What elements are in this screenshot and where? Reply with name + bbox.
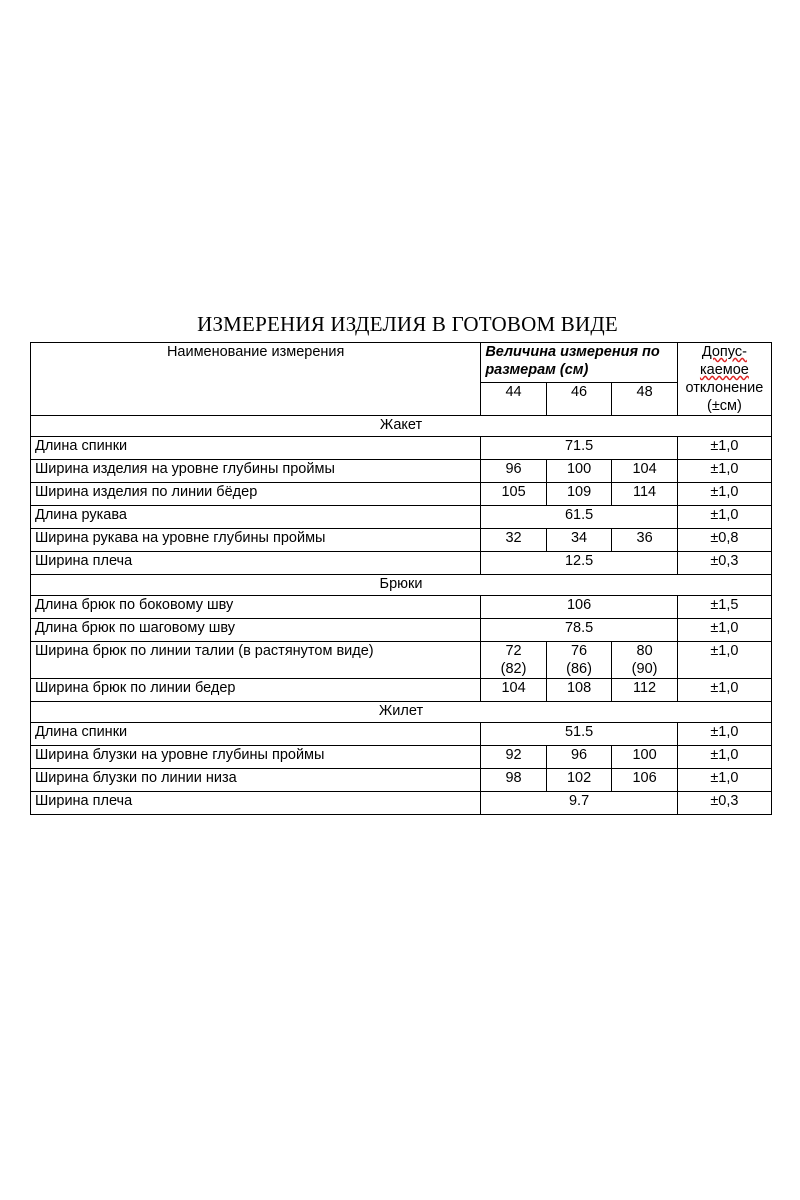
- size-header-cell: 48: [612, 383, 678, 416]
- measurement-row: [31, 792, 772, 815]
- header-size-value-cell: Величина измерения по размерам (см): [481, 343, 678, 383]
- value-main: 32: [505, 530, 522, 546]
- value-main: 98: [505, 770, 522, 786]
- measurement-value: [546, 769, 612, 792]
- tolerance-label-line2: каемое: [699, 362, 749, 378]
- value-main: 92: [505, 747, 522, 763]
- measurement-name: Ширина рукава на уровне глубины проймы: [31, 529, 481, 552]
- value-main: 34: [570, 530, 588, 546]
- measurement-value-all-sizes: 51.5: [481, 723, 678, 746]
- measurement-value-all-sizes: 61.5: [481, 506, 678, 529]
- section-header-row: [31, 702, 772, 723]
- measurement-value-all-sizes: 106: [481, 596, 678, 619]
- measurement-name: Длина спинки: [31, 723, 481, 746]
- size-header-cell: 46: [546, 383, 612, 416]
- measurement-value: [481, 746, 547, 769]
- measurement-value: [612, 483, 678, 506]
- measurement-row: [31, 437, 772, 460]
- measurement-name: Ширина брюк по линии талии (в растянутом виде): [31, 642, 481, 679]
- measurement-row: [31, 746, 772, 769]
- tolerance-label-line4: (±см): [706, 398, 742, 414]
- measurement-row: [31, 460, 772, 483]
- page-title: ИЗМЕРЕНИЯ ИЗДЕЛИЯ В ГОТОВОМ ВИДЕ: [197, 312, 618, 336]
- measurement-value: [481, 679, 547, 702]
- measurement-value: [546, 746, 612, 769]
- tolerance-label-line1: Допус-: [701, 344, 747, 360]
- measurement-value-all-sizes: 71.5: [481, 437, 678, 460]
- tolerance-value: ±1,0: [677, 642, 771, 679]
- value-stretched: (86): [566, 661, 592, 677]
- value-main: 112: [633, 680, 657, 696]
- value-stretched: (90): [631, 661, 658, 677]
- value-main: 96: [570, 747, 588, 763]
- measurement-value: [546, 460, 612, 483]
- measurement-name: Ширина брюк по линии бедер: [31, 679, 481, 702]
- section-title: Жакет: [31, 416, 772, 437]
- tolerance-value: ±1,0: [677, 746, 771, 769]
- measurement-value: [612, 460, 678, 483]
- value-main: 108: [566, 680, 592, 696]
- tolerance-value: ±0,3: [677, 792, 771, 815]
- measurement-name: Ширина плеча: [31, 552, 481, 575]
- measurement-name: Ширина блузки на уровне глубины проймы: [31, 746, 481, 769]
- header-row: [31, 343, 772, 383]
- measurement-value: [612, 769, 678, 792]
- measurement-value: [481, 642, 547, 679]
- tolerance-value: ±1,0: [677, 506, 771, 529]
- value-main: 100: [566, 461, 592, 477]
- measurements-table: [30, 342, 772, 815]
- measurement-name: Ширина изделия по линии бёдер: [31, 483, 481, 506]
- tolerance-value: ±1,0: [677, 460, 771, 483]
- measurement-row: [31, 723, 772, 746]
- measurement-row: [31, 619, 772, 642]
- value-main: 104: [501, 680, 526, 696]
- measurement-row: [31, 529, 772, 552]
- tolerance-value: ±1,5: [677, 596, 771, 619]
- measurement-name: Ширина блузки по линии низа: [31, 769, 481, 792]
- value-main: 114: [633, 484, 657, 500]
- measurement-value: [612, 679, 678, 702]
- measurement-name: Длина спинки: [31, 437, 481, 460]
- measurement-name: Длина брюк по боковому шву: [31, 596, 481, 619]
- measurement-row: [31, 642, 772, 679]
- measurement-row: [31, 679, 772, 702]
- tolerance-value: ±1,0: [677, 769, 771, 792]
- measurement-row: [31, 483, 772, 506]
- value-main: 104: [632, 461, 657, 477]
- value-main: 102: [566, 770, 592, 786]
- tolerance-label-line3: отклонение: [685, 380, 764, 396]
- section-title: Жилет: [31, 702, 772, 723]
- measurement-value: [612, 642, 678, 679]
- measurement-value: [481, 529, 547, 552]
- tolerance-value: ±0,3: [677, 552, 771, 575]
- value-main: 109: [566, 484, 592, 500]
- section-header-row: [31, 416, 772, 437]
- measurement-value-all-sizes: 9.7: [481, 792, 678, 815]
- tolerance-value: ±1,0: [677, 723, 771, 746]
- value-main: 36: [636, 530, 653, 546]
- measurement-value: [481, 483, 547, 506]
- measurement-value: [481, 460, 547, 483]
- value-main: 96: [505, 461, 522, 477]
- measurement-row: [31, 552, 772, 575]
- measurement-value-all-sizes: 12.5: [481, 552, 678, 575]
- value-main: 80: [636, 643, 653, 659]
- measurement-value: [546, 679, 612, 702]
- measurement-row: [31, 769, 772, 792]
- section-header-row: [31, 575, 772, 596]
- measurement-row: [31, 596, 772, 619]
- value-main: 106: [632, 770, 657, 786]
- measurement-value: [612, 746, 678, 769]
- measurement-value: [546, 529, 612, 552]
- measurement-value: [481, 769, 547, 792]
- measurement-name: Длина рукава: [31, 506, 481, 529]
- value-main: 100: [632, 747, 657, 763]
- measurement-value-all-sizes: 78.5: [481, 619, 678, 642]
- tolerance-value: ±1,0: [677, 483, 771, 506]
- measurement-value: [546, 483, 612, 506]
- value-stretched: (82): [500, 661, 527, 677]
- measurement-name: Ширина изделия на уровне глубины проймы: [31, 460, 481, 483]
- header-tolerance-cell: [677, 343, 771, 416]
- value-main: 72: [505, 643, 522, 659]
- size-header-cell: 44: [481, 383, 547, 416]
- tolerance-value: ±0,8: [677, 529, 771, 552]
- value-main: 105: [501, 484, 526, 500]
- measurement-name: Длина брюк по шаговому шву: [31, 619, 481, 642]
- section-title: Брюки: [31, 575, 772, 596]
- header-name-cell: Наименование измерения: [31, 343, 481, 416]
- measurement-name: Ширина плеча: [31, 792, 481, 815]
- tolerance-value: ±1,0: [677, 679, 771, 702]
- measurement-value: [612, 529, 678, 552]
- measurement-value: [546, 642, 612, 679]
- tolerance-value: ±1,0: [677, 437, 771, 460]
- value-main: 76: [570, 643, 588, 659]
- tolerance-value: ±1,0: [677, 619, 771, 642]
- measurement-row: [31, 506, 772, 529]
